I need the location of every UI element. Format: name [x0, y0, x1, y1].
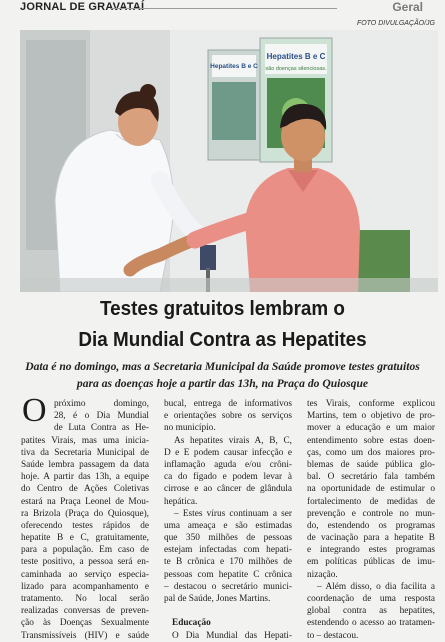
article-line: caminhada ao serviço especia-: [21, 569, 149, 580]
article-line: de Luta Contra as He-: [54, 423, 149, 434]
deck-subtitle: [0, 358, 445, 392]
article-line: mover a educação e um maior: [307, 423, 435, 434]
article-line: e integrando estes programas: [307, 545, 435, 556]
article-line: hoje. A partir das 13h, a equipe: [21, 472, 149, 483]
publication-name: JORNAL DE GRAVATAÍ: [20, 1, 145, 13]
article-line: próximo domingo,: [54, 399, 149, 409]
article-line: pal de Saúde, Jones Martins.: [164, 594, 271, 604]
article-line: Transmissíveis (HIV) e saúde: [21, 630, 149, 641]
headline: [18, 293, 427, 355]
article-line: na oportunidade de estimular o: [307, 484, 435, 495]
article-line: coordenação de uma resposta: [307, 594, 435, 604]
article-line: – Além disso, o dia facilita a: [317, 581, 435, 592]
photo-illustration: [20, 30, 438, 292]
photo-credit: FOTO DIVULGAÇÃO/JG: [356, 20, 435, 27]
article-line: estará na Praça Leonel de Mou-: [21, 496, 149, 507]
article-line: Saúde lembra passagem da data: [21, 459, 149, 470]
article-line: para a população. Em caso de: [21, 545, 149, 556]
article-line: bucal, entrega de informativos: [164, 399, 292, 409]
article-line: bal. O secretário fala também: [307, 472, 435, 483]
article-line: prevenção e controle no mun-: [307, 508, 435, 519]
article-line: de vacinação para a hepatite B: [307, 533, 435, 544]
article-line: Martins, tem o objetivo de pro-: [307, 411, 435, 422]
article-line: patites Virais, mas uma inicia-: [21, 435, 149, 446]
article-line: D e E podem causar infecção e: [164, 447, 292, 458]
article-line: global contra as hepatites,: [307, 606, 435, 617]
section-name: Geral: [392, 0, 423, 14]
article-line: que 350 milhões de pessoas: [164, 533, 292, 544]
article-line: entendimento sobre estas doen-: [307, 435, 435, 446]
article-line: uma ameaça e são estimadas: [164, 520, 292, 531]
poster2-title: Hepatites B e C: [266, 52, 326, 61]
article-column-2: [164, 398, 292, 642]
article-line: to – destacou.: [307, 630, 359, 641]
article-line: ra Brizola (Praça do Quiosque),: [21, 508, 149, 519]
article-line: pessoas com hepatite C crônica: [164, 569, 292, 580]
article-line: tes Virais, conforme explicou: [307, 399, 435, 409]
article-line: no município.: [164, 423, 216, 434]
drop-cap: O: [22, 392, 47, 429]
article-line: cirrose e ao câncer de glândula: [164, 484, 292, 495]
article-line: e orientações sobre os serviços: [164, 411, 292, 422]
article-line: tiva da Secretaria Municipal de: [21, 447, 149, 458]
article-line: ças, como um dos maiores pro-: [307, 447, 435, 458]
article-body: [21, 392, 435, 641]
deck-line-1: Data é no domingo, mas a Secretaria Municipal da Saúde promove testes gratuitos: [25, 360, 420, 373]
article-spacer: [164, 605, 292, 617]
article-line: ção às Doenças Sexualmente: [21, 618, 149, 629]
article-line: – Estes vírus continuam a ser: [174, 508, 292, 519]
subhead-educacao: Educação: [172, 618, 211, 629]
headline-line-2: Dia Mundial Contra as Hepatites: [78, 328, 367, 351]
article-line: do Centro de Ações Coletivas: [21, 484, 149, 495]
article-photo: [20, 30, 438, 292]
article-line: te B crônica e 170 milhões de: [164, 557, 292, 568]
article-line: hepática.: [164, 496, 198, 507]
poster2-subtitle: são doenças silenciosas.: [265, 66, 327, 72]
article-line: oferecendo testes rápidos de: [21, 520, 149, 531]
article-line: inflamação aguda e/ou crôni-: [164, 459, 292, 470]
article-line: 28, é o Dia Mundial: [54, 411, 149, 422]
article-line: – destacou o secretário munici-: [164, 581, 292, 592]
article-line: tratamento. No local serão: [21, 594, 149, 604]
article-line: fortalecimento de medidas de: [307, 496, 435, 507]
article-line: do, estendendo os programas: [307, 520, 435, 531]
article-column-3: [307, 398, 435, 642]
poster1-title: Hepatites B e C: [210, 63, 258, 70]
page-header: [0, 0, 445, 30]
headline-line-1: Testes gratuitos lembram o: [100, 297, 345, 320]
header-rule: [110, 8, 337, 9]
article-line: em políticas públicas de imu-: [307, 557, 435, 568]
article-column-1: [21, 392, 149, 642]
article-line: estendendo o acesso ao tratamen-: [307, 618, 435, 629]
article-line: ca do fígado e podem levar à: [164, 472, 292, 483]
article-line: blemas de saúde pública glo-: [307, 459, 435, 470]
article-line: hepatite B e C, gratuitamente,: [21, 533, 149, 544]
article-line: realizadas conversas de preven-: [21, 606, 149, 617]
article-line: teste positivo, a pessoa será en-: [21, 557, 149, 568]
article-line: estejam infectadas com hepati-: [164, 545, 292, 556]
article-line: lizado para acompanhamento e: [21, 581, 149, 592]
article-line: As hepatites virais A, B, C,: [174, 435, 292, 446]
deck-line-2: para as doenças hoje a partir das 13h, na Praça do Quiosque: [76, 377, 369, 390]
article-line: nização.: [307, 569, 338, 580]
article-line: O Dia Mundial das Hepati-: [172, 630, 292, 641]
